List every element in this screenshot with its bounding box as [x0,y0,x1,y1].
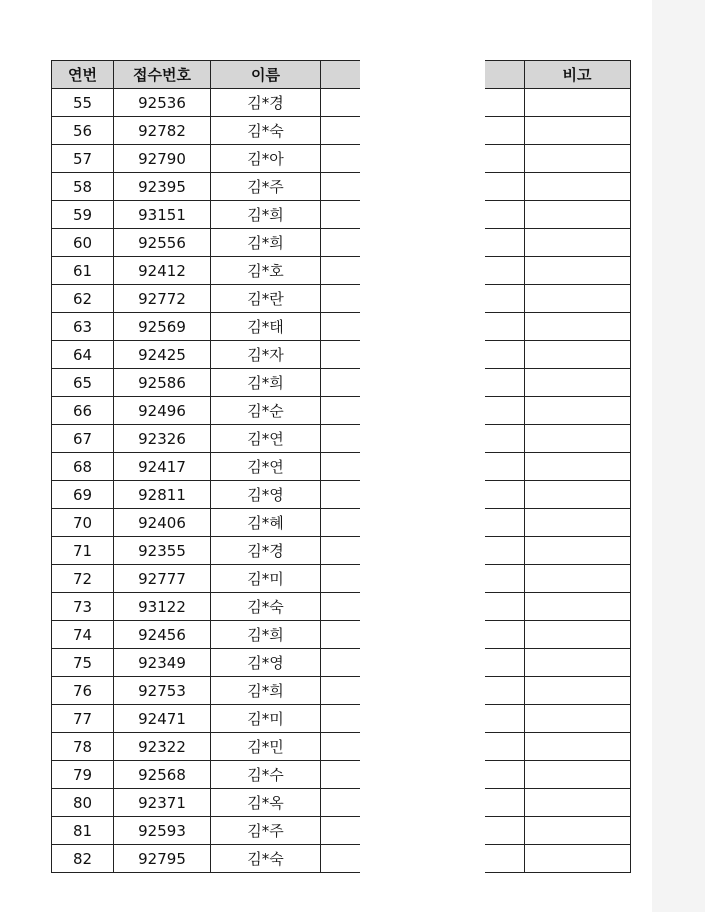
blank-cell [321,565,360,593]
blank-cell [321,705,360,733]
applicant-name: 김*란 [211,285,321,313]
remarks-row [485,369,630,397]
row-number: 75 [52,649,114,677]
table-row [52,649,360,677]
header-name: 이름 [211,61,321,89]
remarks-cell [524,565,630,593]
blank-cell [321,145,360,173]
table-row [52,593,360,621]
remarks-row [485,733,630,761]
receipt-number: 92406 [114,509,211,537]
table-row [52,509,360,537]
applicant-name: 김*연 [211,453,321,481]
remarks-cell [524,453,630,481]
spacer-cell [485,313,524,341]
remarks-cell [524,173,630,201]
table-row [52,621,360,649]
receipt-number: 92795 [114,845,211,873]
row-number: 76 [52,677,114,705]
applicant-name: 김*수 [211,761,321,789]
spacer-cell [485,817,524,845]
remarks-row [485,201,630,229]
applicant-name: 김*미 [211,565,321,593]
row-number: 72 [52,565,114,593]
table-row [52,145,360,173]
remarks-row [485,509,630,537]
table-row [52,173,360,201]
table-row [52,677,360,705]
row-number: 73 [52,593,114,621]
remarks-row [485,173,630,201]
table-row [52,369,360,397]
row-number: 61 [52,257,114,285]
header-receipt-number: 접수번호 [114,61,211,89]
table-row [52,789,360,817]
remarks-row [485,621,630,649]
table-row [52,761,360,789]
applicant-name: 김*혜 [211,509,321,537]
row-number: 69 [52,481,114,509]
blank-cell [321,201,360,229]
remarks-cell [524,481,630,509]
row-number: 67 [52,425,114,453]
applicant-name: 김*자 [211,341,321,369]
row-number: 57 [52,145,114,173]
blank-cell [321,397,360,425]
receipt-number: 92586 [114,369,211,397]
remarks-table-right [485,60,631,873]
table-row [52,257,360,285]
row-number: 80 [52,789,114,817]
remarks-row [485,257,630,285]
spacer-cell [485,593,524,621]
remarks-row [485,705,630,733]
remarks-row [485,789,630,817]
spacer-cell [485,705,524,733]
spacer-cell [485,677,524,705]
remarks-row [485,425,630,453]
spacer-cell [485,789,524,817]
row-number: 77 [52,705,114,733]
row-number: 82 [52,845,114,873]
applicant-name: 김*경 [211,89,321,117]
header-remarks: 비고 [524,61,630,89]
receipt-number: 92593 [114,817,211,845]
blank-cell [321,733,360,761]
header-blank [321,61,360,89]
table-row [52,341,360,369]
table-row [52,845,360,873]
applicant-name: 김*호 [211,257,321,285]
spacer-cell [485,341,524,369]
blank-cell [321,789,360,817]
applicant-rows [52,89,360,873]
applicant-name: 김*희 [211,201,321,229]
spacer-cell [485,481,524,509]
blank-cell [321,649,360,677]
remarks-row [485,649,630,677]
applicant-name: 김*주 [211,173,321,201]
table-row [52,453,360,481]
row-number: 68 [52,453,114,481]
spacer-cell [485,369,524,397]
blank-cell [321,621,360,649]
receipt-number: 92782 [114,117,211,145]
applicant-name: 김*민 [211,733,321,761]
remarks-row [485,565,630,593]
table-row [52,201,360,229]
row-number: 74 [52,621,114,649]
receipt-number: 92568 [114,761,211,789]
row-number: 63 [52,313,114,341]
remarks-row [485,229,630,257]
spacer-cell [485,173,524,201]
remarks-cell [524,509,630,537]
table-row [52,481,360,509]
remarks-cell [524,369,630,397]
blank-cell [321,593,360,621]
blank-cell [321,173,360,201]
remarks-row [485,537,630,565]
spacer-cell [485,201,524,229]
blank-cell [321,117,360,145]
remarks-cell [524,649,630,677]
receipt-number: 92772 [114,285,211,313]
row-number: 66 [52,397,114,425]
applicant-name: 김*숙 [211,593,321,621]
table-row [52,565,360,593]
spacer-cell [485,257,524,285]
spacer-cell [485,229,524,257]
receipt-number: 92417 [114,453,211,481]
remarks-row [485,285,630,313]
row-number: 59 [52,201,114,229]
row-number: 79 [52,761,114,789]
receipt-number: 92425 [114,341,211,369]
table-row [52,705,360,733]
remarks-cell [524,593,630,621]
spacer-cell [485,453,524,481]
blank-cell [321,509,360,537]
remarks-rows [485,89,630,873]
spacer-cell [485,89,524,117]
remarks-cell [524,817,630,845]
applicant-name: 김*순 [211,397,321,425]
spacer-cell [485,285,524,313]
spacer-cell [485,649,524,677]
remarks-row [485,845,630,873]
remarks-row [485,145,630,173]
applicant-name: 김*경 [211,537,321,565]
remarks-row [485,817,630,845]
spacer-cell [485,145,524,173]
spacer-cell [485,761,524,789]
remarks-cell [524,621,630,649]
table-row [52,817,360,845]
header-row-remarks [485,61,630,89]
remarks-row [485,481,630,509]
spacer-cell [485,509,524,537]
blank-cell [321,761,360,789]
receipt-number: 92496 [114,397,211,425]
row-number: 55 [52,89,114,117]
table-row [52,285,360,313]
receipt-number: 93122 [114,593,211,621]
receipt-number: 93151 [114,201,211,229]
page-edge-shading [652,0,705,912]
applicant-name: 김*희 [211,229,321,257]
remarks-row [485,453,630,481]
table-row [52,397,360,425]
header-no: 연번 [52,61,114,89]
remarks-cell [524,733,630,761]
remarks-cell [524,425,630,453]
spacer-cell [485,117,524,145]
table-row [52,117,360,145]
blank-cell [321,229,360,257]
receipt-number: 92412 [114,257,211,285]
remarks-row [485,313,630,341]
remarks-cell [524,677,630,705]
applicant-name: 김*아 [211,145,321,173]
header-row [52,61,360,89]
blank-cell [321,369,360,397]
spacer-cell [485,425,524,453]
applicant-name: 김*옥 [211,789,321,817]
blank-cell [321,89,360,117]
remarks-cell [524,285,630,313]
remarks-row [485,677,630,705]
header-spacer [485,61,524,89]
table-row [52,229,360,257]
remarks-cell [524,89,630,117]
row-number: 78 [52,733,114,761]
remarks-cell [524,145,630,173]
blank-cell [321,257,360,285]
row-number: 81 [52,817,114,845]
receipt-number: 92556 [114,229,211,257]
blank-cell [321,481,360,509]
remarks-cell [524,789,630,817]
remarks-row [485,341,630,369]
remarks-cell [524,117,630,145]
blank-cell [321,313,360,341]
receipt-number: 92371 [114,789,211,817]
remarks-cell [524,257,630,285]
applicant-name: 김*희 [211,621,321,649]
receipt-number: 92322 [114,733,211,761]
receipt-number: 92471 [114,705,211,733]
applicant-name: 김*영 [211,481,321,509]
applicant-name: 김*숙 [211,845,321,873]
receipt-number: 92349 [114,649,211,677]
blank-cell [321,537,360,565]
applicant-name: 김*연 [211,425,321,453]
spacer-cell [485,565,524,593]
receipt-number: 92790 [114,145,211,173]
applicant-name: 김*미 [211,705,321,733]
spacer-cell [485,537,524,565]
row-number: 56 [52,117,114,145]
remarks-cell [524,761,630,789]
remarks-row [485,397,630,425]
spacer-cell [485,397,524,425]
table-row [52,733,360,761]
row-number: 70 [52,509,114,537]
row-number: 65 [52,369,114,397]
receipt-number: 92753 [114,677,211,705]
applicant-name: 김*영 [211,649,321,677]
blank-cell [321,677,360,705]
blank-cell [321,285,360,313]
blank-cell [321,453,360,481]
remarks-cell [524,705,630,733]
remarks-cell [524,313,630,341]
remarks-cell [524,229,630,257]
receipt-number: 92569 [114,313,211,341]
table-row [52,313,360,341]
table-row [52,425,360,453]
remarks-row [485,761,630,789]
applicant-name: 김*숙 [211,117,321,145]
row-number: 64 [52,341,114,369]
applicant-table-left [51,60,360,873]
receipt-number: 92536 [114,89,211,117]
spacer-cell [485,621,524,649]
spacer-cell [485,845,524,873]
remarks-cell [524,397,630,425]
receipt-number: 92326 [114,425,211,453]
row-number: 62 [52,285,114,313]
applicant-name: 김*태 [211,313,321,341]
applicant-name: 김*주 [211,817,321,845]
spacer-cell [485,733,524,761]
remarks-cell [524,845,630,873]
blank-cell [321,817,360,845]
table-row [52,89,360,117]
remarks-cell [524,201,630,229]
blank-cell [321,425,360,453]
remarks-cell [524,537,630,565]
receipt-number: 92355 [114,537,211,565]
receipt-number: 92811 [114,481,211,509]
remarks-row [485,117,630,145]
receipt-number: 92395 [114,173,211,201]
applicant-name: 김*희 [211,369,321,397]
remarks-cell [524,341,630,369]
remarks-row [485,89,630,117]
row-number: 71 [52,537,114,565]
blank-cell [321,341,360,369]
applicant-name: 김*희 [211,677,321,705]
row-number: 58 [52,173,114,201]
blank-cell [321,845,360,873]
remarks-row [485,593,630,621]
receipt-number: 92777 [114,565,211,593]
table-row [52,537,360,565]
receipt-number: 92456 [114,621,211,649]
row-number: 60 [52,229,114,257]
